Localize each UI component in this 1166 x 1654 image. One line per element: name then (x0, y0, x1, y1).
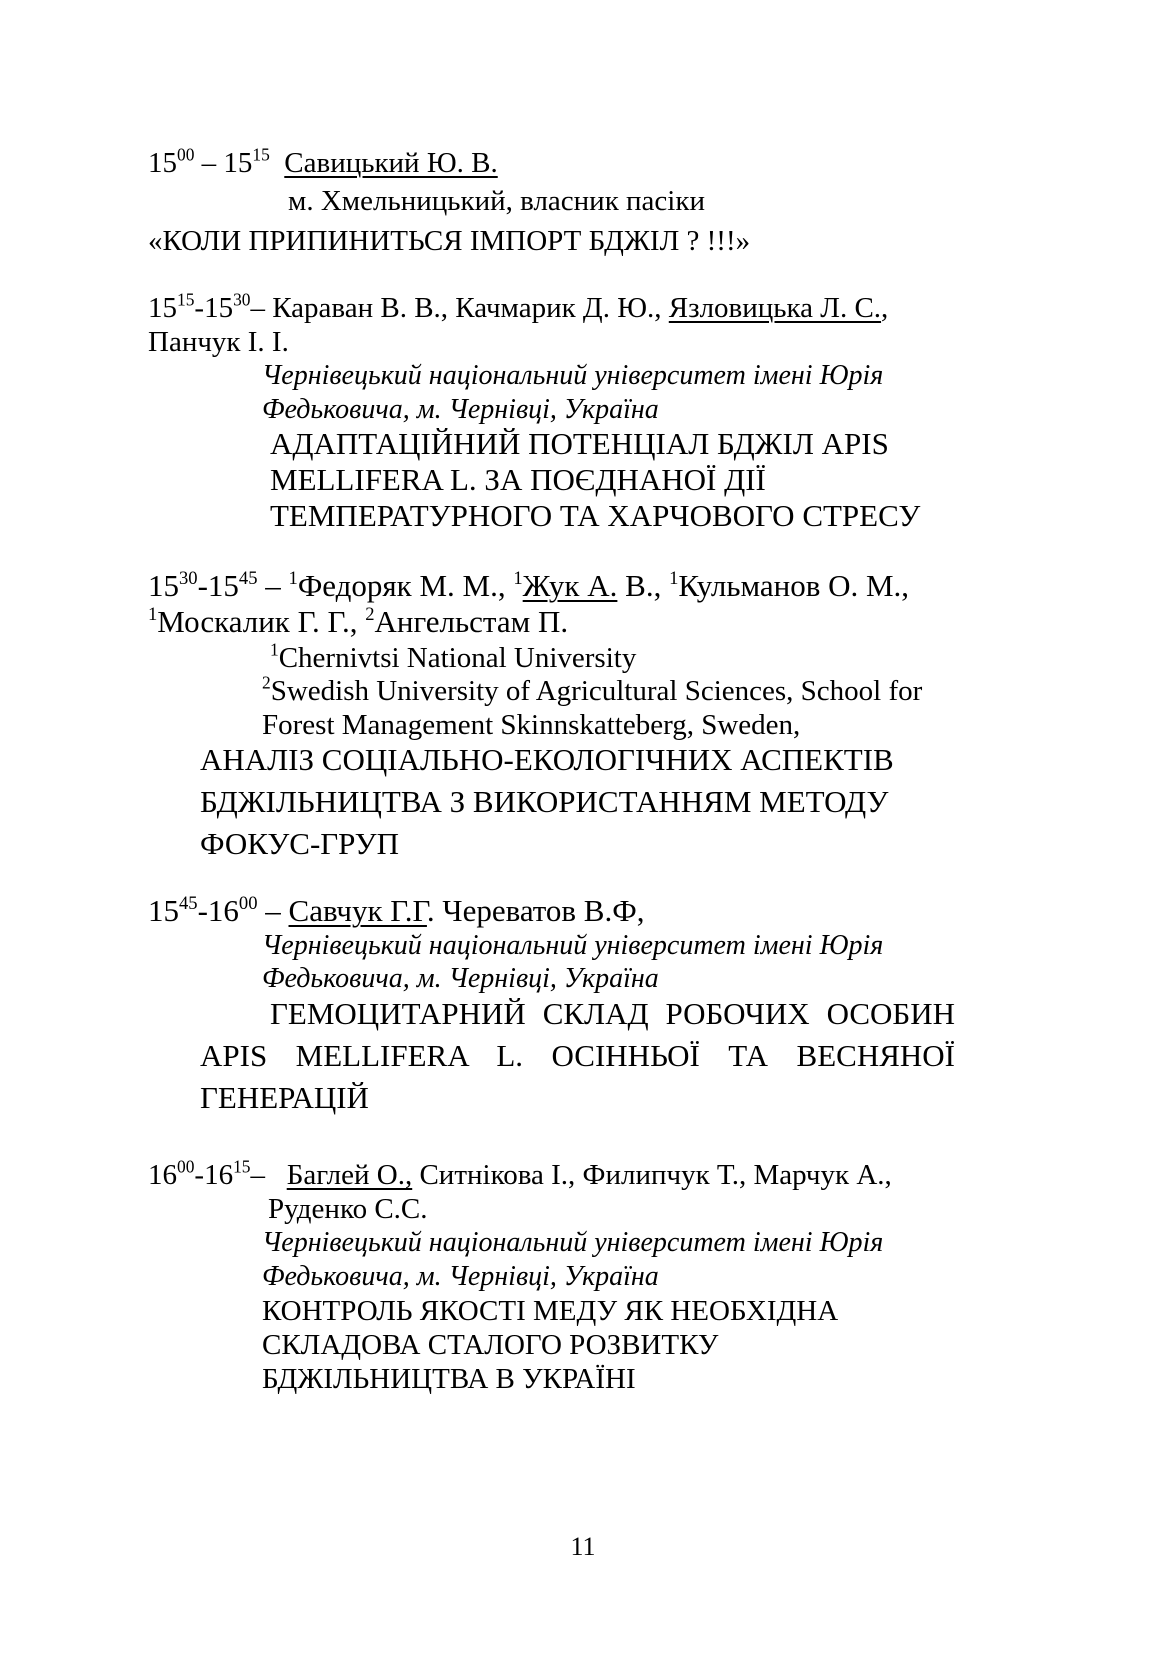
entry-4-title-line: ГЕМОЦИТАРНИЙ СКЛАД РОБОЧИХ ОСОБИН (270, 996, 955, 1031)
entry-5-affiliation-line1: Чернівецький національний університет імені Юрія (262, 1227, 884, 1258)
entry-3-affiliation-2-line1: $^2$Swedish University of Agricultural Sciences, School for (262, 672, 923, 707)
entry-4-speaker: Савчук Г.Г (288, 893, 427, 928)
entry-2-speaker: Язловицька Л. С. (668, 292, 882, 324)
entry-5-title-line: КОНТРОЛЬ ЯКОСТІ МЕДУ ЯК НЕОБХІДНА (262, 1295, 839, 1327)
entry-2-title-line: MELLIFERA L. ЗА ПОЄДНАНОЇ ДІЇ (270, 462, 766, 497)
entry-2-header: $15^{15}-15^{30}-$ Караван В. В., Качмарик Д. Ю., Язловицька Л. С., (148, 289, 889, 324)
entry-5-authors-line2: Руденко С.С. (268, 1193, 428, 1225)
entry-2-title-line: АДАПТАЦІЙНИЙ ПОТЕНЦІАЛ БДЖІЛ APIS (270, 426, 889, 461)
entry-3-author: Федоряк М. М., (297, 568, 514, 603)
page-number: 11 (570, 1532, 596, 1561)
entry-2-affiliation-line2: Федьковича, м. Чернівці, Україна (262, 394, 659, 425)
entry-3-speaker: Жук А. (522, 568, 618, 603)
entry-4-time: $15^{45}-16^{00}$ – (148, 892, 289, 928)
entry-1-time: $15^{00} - 15^{15}$ (148, 144, 270, 179)
entry-1-affiliation: м. Хмельницький, власник пасіки (288, 185, 705, 217)
entry-5-time: $16^{00}-16^{15}-$ (148, 1156, 273, 1191)
entry-3-time: $15^{30}-15^{45}$ – (148, 567, 289, 603)
entry-3-header: $15^{30}-15^{45}$ – $^1$Федоряк М. М., $^1$Жук А. В., $^1$Кульманов О. М., (148, 567, 910, 603)
entry-3-title-line: АНАЛІЗ СОЦІАЛЬНО-ЕКОЛОГІЧНИХ АСПЕКТІВ (200, 742, 894, 777)
entry-1-speaker: Савицький Ю. В. (284, 147, 498, 179)
entry-4-affiliation-line1: Чернівецький національний університет імені Юрія (262, 930, 884, 961)
entry-3-affiliation-1: $^1$Chernivtsi National University (270, 639, 637, 674)
entry-2-affiliation-line1: Чернівецький національний університет імені Юрія (262, 360, 884, 391)
entry-2-title-line: ТЕМПЕРАТУРНОГО ТА ХАРЧОВОГО СТРЕСУ (270, 498, 921, 533)
entry-4-affiliation-line2: Федьковича, м. Чернівці, Україна (262, 963, 659, 994)
entry-1-title: «КОЛИ ПРИПИНИТЬСЯ ІМПОРТ БДЖІЛ ? !!!» (148, 225, 751, 257)
entry-5-title-line: БДЖІЛЬНИЦТВА В УКРАЇНІ (262, 1363, 636, 1395)
entry-3-affiliation-2-line2: Forest Management Skinnskatteberg, Sweden, (262, 709, 801, 741)
entry-4-title-line: APIS MELLIFERA L. ОСІННЬОЇ ТА ВЕСНЯНОЇ (200, 1038, 955, 1073)
entry-5-header: $16^{00}-16^{15}-$ Баглей О., Ситнікова І., Филипчук Т., Марчук А., (148, 1156, 892, 1191)
entry-2-time: $15^{15}-15^{30}-$ (148, 289, 273, 324)
entry-4-title-line: ГЕНЕРАЦІЙ (200, 1080, 369, 1115)
entry-2-authors-line2: Панчук І. І. (148, 326, 289, 358)
entry-5-affiliation-line2: Федьковича, м. Чернівці, Україна (262, 1261, 659, 1292)
entry-3-author: Кульманов О. М., (678, 568, 910, 603)
entry-5-title-line: СКЛАДОВА СТАЛОГО РОЗВИТКУ (262, 1329, 719, 1361)
entry-5-speaker: Баглей О., (286, 1159, 413, 1191)
entry-3-title-line: БДЖІЛЬНИЦТВА З ВИКОРИСТАННЯМ МЕТОДУ (200, 784, 889, 819)
entry-3-title-line: ФОКУС-ГРУП (200, 826, 399, 861)
entry-1-header (148, 146, 498, 180)
entry-3-authors-line2: $^1$Москалик Г. Г., $^2$Ангельстам П. (148, 603, 569, 639)
entry-4-header: $15^{45}-16^{00}$ – Савчук Г.Г. Череватов В.Ф, (148, 892, 645, 928)
entry-2-authors: Караван В. В., Качмарик Д. Ю., (272, 292, 669, 324)
